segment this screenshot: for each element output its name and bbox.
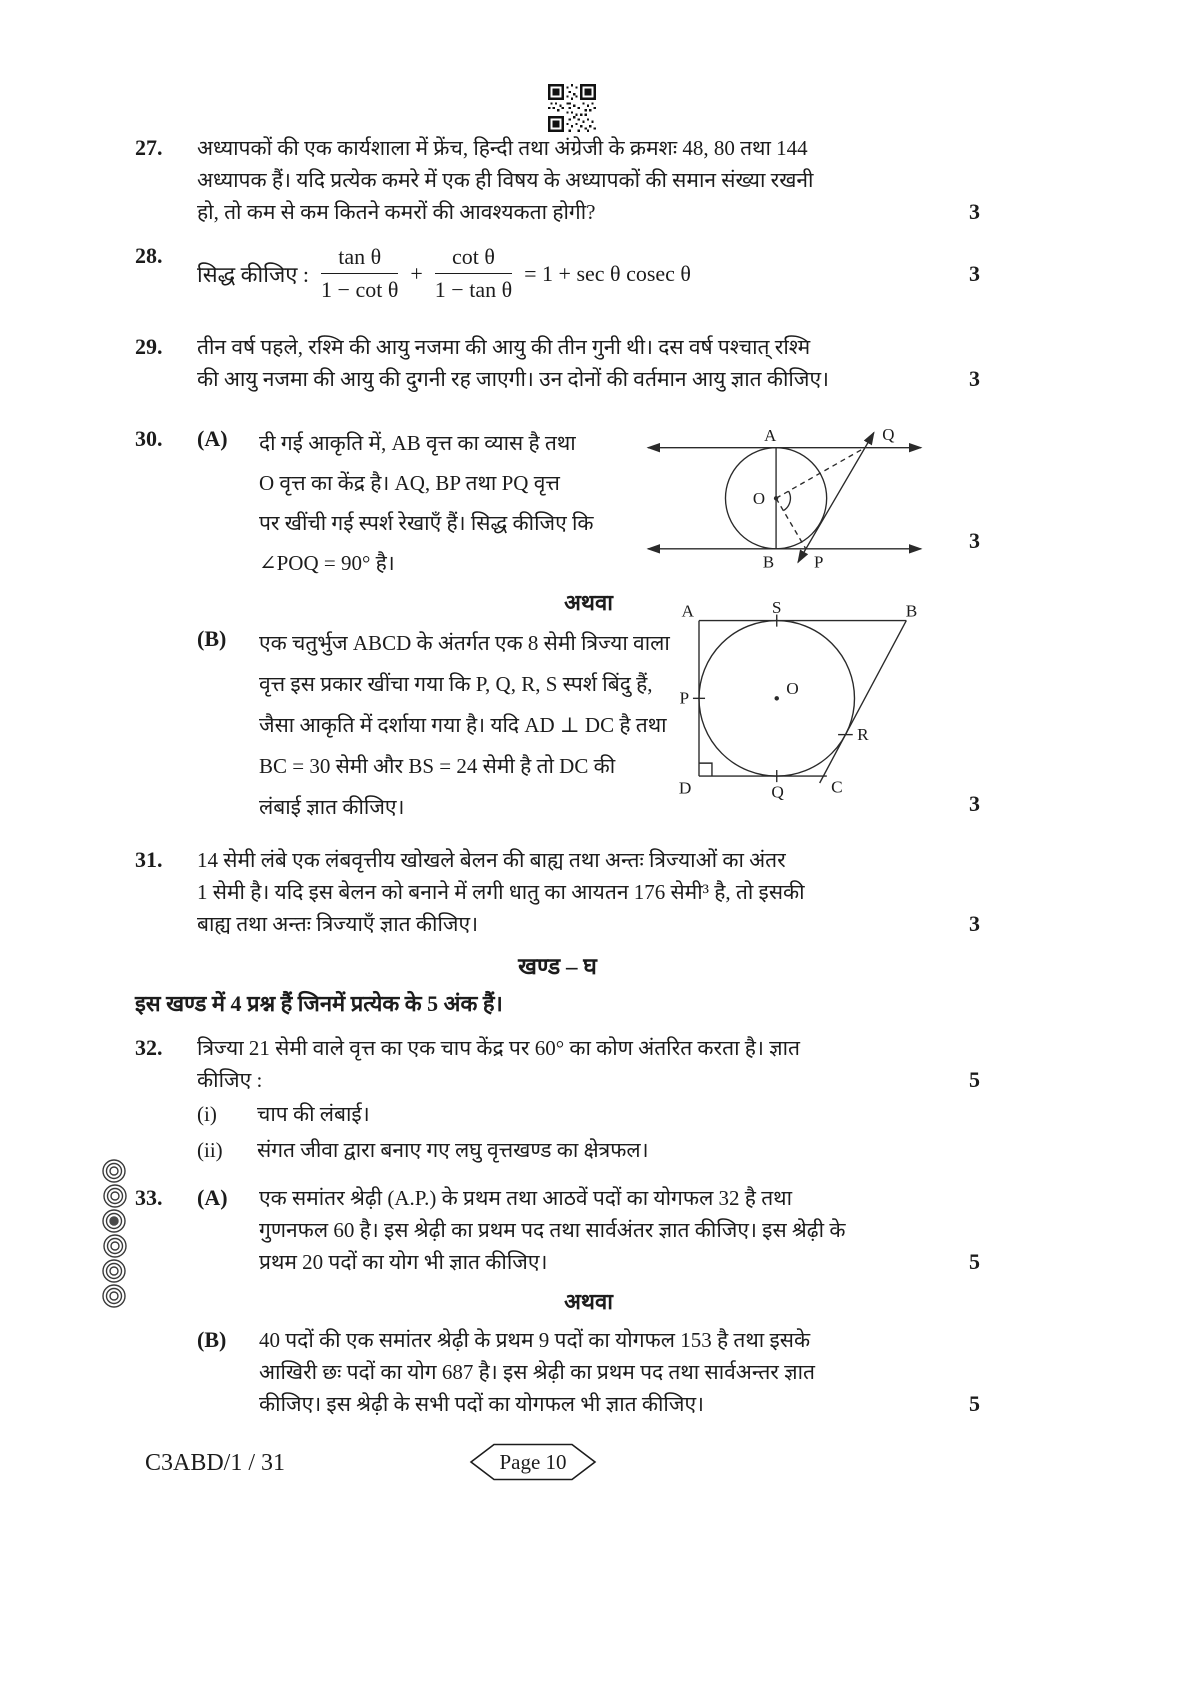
question-text-line: की आयु नजमा की आयु की दुगनी रह जाएगी। उन दोनों की वर्तमान आयु ज्ञात कीजिए।: [197, 367, 830, 391]
sub-item-ii: [197, 1132, 928, 1168]
page-number-hexagon: [468, 1441, 598, 1483]
item-text: संगत जीवा द्वारा बनाए गए लघु वृत्तखण्ड का क्षेत्रफल।: [257, 1138, 649, 1162]
question-number: 30.: [135, 426, 163, 451]
sub-item-i: [197, 1096, 928, 1132]
formula-prefix: सिद्ध कीजिए :: [197, 261, 310, 287]
question-30a: [197, 423, 980, 583]
question-text-line: कीजिए :: [197, 1068, 263, 1092]
figure-label-s: S: [771, 599, 782, 617]
question-text-line: हो, तो कम से कम कितने कमरों की आवश्यकता होगी?: [197, 200, 596, 224]
figure-label-p: P: [814, 552, 824, 572]
question-text-line: 40 पदों की एक समांतर श्रेढ़ी के प्रथम 9 पदों का योगफल 153 है तथा इसके: [259, 1328, 811, 1352]
option-label: (A): [197, 1185, 228, 1210]
question-text-line: बाह्य तथा अन्तः त्रिज्याएँ ज्ञात कीजिए।: [197, 912, 479, 936]
question-text-line: अध्यापक हैं। यदि प्रत्येक कमरे में एक ही विषय के अध्यापकों की समान संख्या रखनी: [197, 168, 814, 192]
question-text-line: 1 सेमी है। यदि इस बेलन को बनाने में लगी धातु का आयतन 176 सेमी³ है, तो इसकी: [197, 880, 805, 904]
marks-value: 3: [969, 366, 980, 391]
question-text-line: गुणनफल 60 है। इस श्रेढ़ी का प्रथम पद तथा सार्वअंतर ज्ञात कीजिए। इस श्रेढ़ी के: [259, 1218, 846, 1242]
formula-rhs: = 1 + sec θ cosec θ: [524, 260, 691, 286]
section-title: खण्ड – घ: [518, 954, 597, 979]
circle-tangents-figure: [641, 419, 928, 575]
figure-incircle-quadrilateral: [673, 599, 928, 828]
figure-label-a: A: [681, 601, 695, 621]
question-number: 27.: [135, 135, 163, 160]
question-30: [135, 423, 980, 828]
page-content: [135, 0, 980, 1420]
marks-value: 3: [969, 260, 980, 286]
question-text: [197, 331, 928, 395]
question-number: 32.: [135, 1035, 163, 1060]
figure-label-b: B: [905, 601, 918, 621]
figure-label-d: D: [678, 778, 692, 798]
figure-label-r: R: [857, 724, 869, 744]
fraction: [435, 244, 512, 303]
question-29: [135, 331, 980, 395]
figure-label-p: P: [679, 688, 690, 708]
figure-label-c: C: [831, 777, 843, 797]
page-number-badge: [468, 1441, 598, 1488]
question-number: 31.: [135, 847, 163, 872]
marks-value: 3: [969, 528, 980, 553]
question-text-line: दी गई आकृति में, AB वृत्त का व्यास है तथा: [259, 431, 576, 455]
item-text: चाप की लंबाई।: [257, 1102, 370, 1126]
question-number: 29.: [135, 334, 163, 359]
fraction-numerator: cot θ: [435, 244, 512, 274]
question-number: 33.: [135, 1185, 163, 1210]
figure-label-q: Q: [882, 425, 895, 445]
figure-label-q: Q: [771, 782, 784, 802]
or-separator: अथवा: [564, 590, 613, 615]
marks-value: 5: [969, 1391, 980, 1416]
question-text-line: 14 सेमी लंबे एक लंबवृत्तीय खोखले बेलन की बाह्य तथा अन्तः त्रिज्याओं का अंतर: [197, 848, 786, 872]
question-text: [197, 1032, 928, 1168]
question-text-line: आखिरी छः पदों का योग 687 है। इस श्रेढ़ी का प्रथम पद तथा सार्वअन्तर ज्ञात: [259, 1360, 815, 1384]
marks-value: 5: [969, 1249, 980, 1274]
fraction-denominator: 1 − cot θ: [321, 277, 399, 302]
figure-label-o: O: [752, 489, 766, 509]
question-text-line: O वृत्त का केंद्र है। AQ, BP तथा PQ वृत्त: [259, 471, 560, 495]
question-33a: [197, 1182, 980, 1278]
figure-label-b: B: [762, 552, 775, 572]
or-separator: अथवा: [564, 1289, 613, 1314]
marks-value: 3: [969, 911, 980, 936]
question-31: [135, 844, 980, 940]
figure-label-o: O: [786, 679, 799, 699]
option-label: (A): [197, 426, 228, 451]
question-33-body: [197, 1182, 980, 1420]
paper-code: C3ABD/1 / 31: [145, 1450, 286, 1476]
trig-identity-formula: [197, 240, 928, 307]
item-label: (ii): [197, 1138, 223, 1162]
question-text: [259, 423, 641, 583]
figure-label-a: A: [764, 425, 777, 445]
question-28: [135, 240, 980, 307]
question-text-line: ∠POQ = 90° है।: [259, 551, 395, 575]
section-instruction: इस खण्ड में 4 प्रश्न हैं जिनमें प्रत्येक के 5 अंक हैं।: [135, 991, 503, 1016]
question-text-line: पर खींची गई स्पर्श रेखाएँ हैं। सिद्ध कीजिए कि: [259, 511, 594, 535]
question-text-line: एक चतुर्भुज ABCD के अंतर्गत एक 8 सेमी त्रिज्या वाला: [259, 631, 670, 655]
question-text-line: तीन वर्ष पहले, रश्मि की आयु नजमा की आयु की तीन गुनी थी। दस वर्ष पश्चात् रश्मि: [197, 335, 811, 359]
question-text: [259, 1324, 928, 1420]
question-text: [197, 844, 928, 940]
marks-value: 3: [969, 791, 980, 816]
question-text: [259, 1182, 928, 1278]
plus-operator: +: [410, 260, 423, 286]
option-label: (B): [197, 1327, 227, 1352]
question-text-line: लंबाई ज्ञात कीजिए।: [259, 795, 405, 819]
page-number-text: Page 10: [499, 1450, 567, 1474]
question-30-body: [197, 423, 980, 828]
question-text-line: एक समांतर श्रेढ़ी (A.P.) के प्रथम तथा आठवें पदों का योगफल 32 है तथा: [259, 1186, 793, 1210]
question-number: 28.: [135, 243, 163, 268]
question-text-line: प्रथम 20 पदों का योग भी ज्ञात कीजिए।: [259, 1250, 548, 1274]
question-text-line: अध्यापकों की एक कार्यशाला में फ्रेंच, हिन्दी तथा अंग्रेजी के क्रमशः 48, 80 तथा 144: [197, 136, 808, 160]
question-text: [197, 132, 928, 228]
question-27: [135, 132, 980, 228]
question-text-line: कीजिए। इस श्रेढ़ी के सभी पदों का योगफल भी ज्ञात कीजिए।: [259, 1392, 705, 1416]
question-text: [259, 623, 673, 828]
spiral-stamp-icon: [92, 1158, 138, 1308]
question-text-line: जैसा आकृति में दर्शाया गया है। यदि AD ⊥ DC है तथा: [259, 713, 667, 737]
marks-value: 5: [969, 1067, 980, 1092]
option-label: (B): [197, 626, 227, 651]
question-33: [135, 1182, 980, 1420]
fraction-denominator: 1 − tan θ: [434, 277, 513, 302]
incircle-quadrilateral-figure: [673, 599, 928, 802]
question-text-line: वृत्त इस प्रकार खींचा गया कि P, Q, R, S स्पर्श बिंदु हैं,: [259, 672, 653, 696]
spiral-stamp: [92, 1158, 138, 1308]
question-33b: [197, 1324, 980, 1420]
question-text-line: त्रिज्या 21 सेमी वाले वृत्त का एक चाप केंद्र पर 60° का कोण अंतरित करता है। ज्ञात: [197, 1036, 801, 1060]
fraction: [321, 244, 398, 303]
figure-circle-tangents: [641, 419, 928, 583]
fraction-numerator: tan θ: [321, 244, 398, 274]
marks-value: 3: [969, 199, 980, 224]
item-label: (i): [197, 1102, 217, 1126]
question-text-line: BC = 30 सेमी और BS = 24 सेमी है तो DC की: [259, 754, 616, 778]
question-32: [135, 1032, 980, 1168]
